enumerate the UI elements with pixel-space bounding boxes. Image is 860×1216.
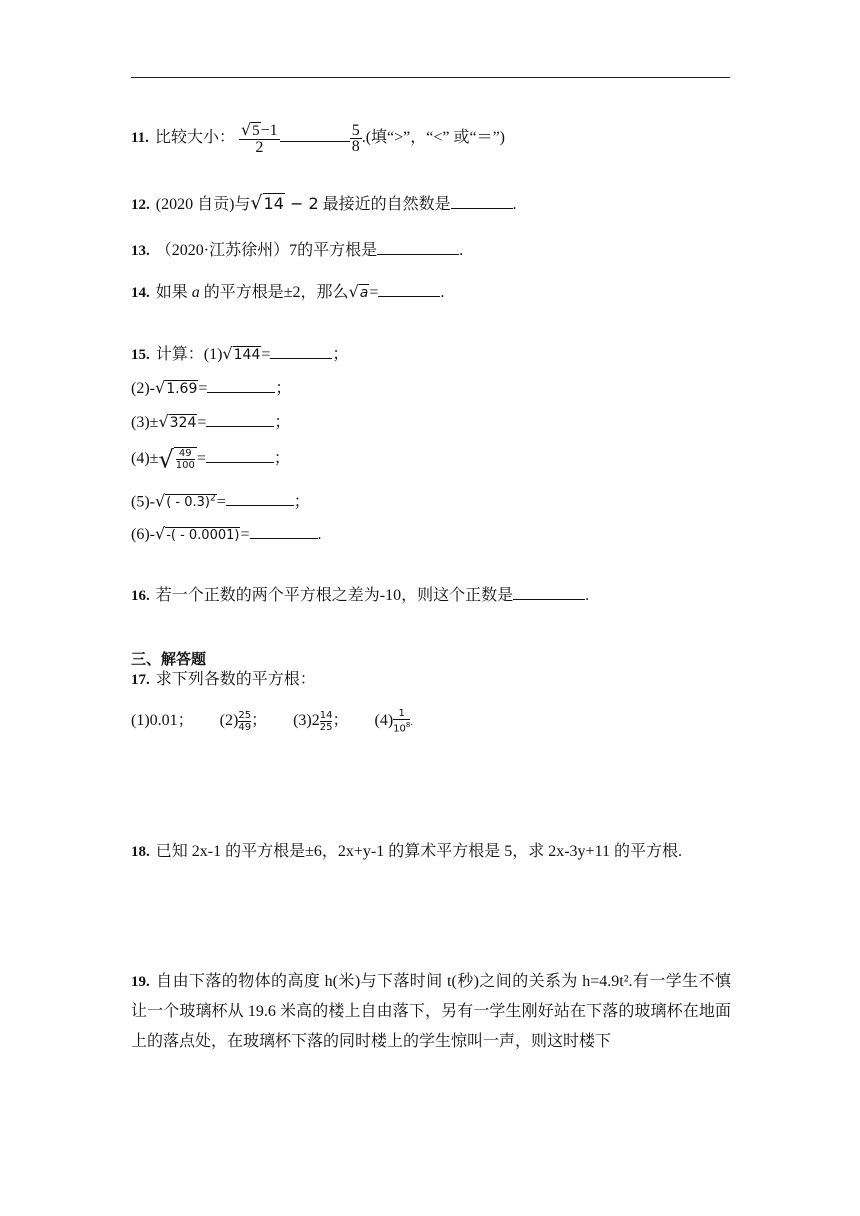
- question-text: 如果: [155, 284, 192, 301]
- numerator: 1: [393, 708, 410, 720]
- equals: =: [369, 284, 379, 301]
- question-text: 已知 2x-1 的平方根是±6，2x+y-1 的算术平方根是 5，求 2x-3y+11 的平方根.: [155, 843, 682, 860]
- question-tail: .(填“>”，“<” 或“＝”): [361, 129, 506, 146]
- denominator: 100: [175, 460, 195, 472]
- denominator: 49: [238, 721, 252, 733]
- sqrt: √-( - 0.0001): [154, 524, 240, 543]
- part-label: (1): [203, 346, 223, 363]
- question-15-part-1: [131, 343, 348, 365]
- fraction-2: [350, 123, 362, 154]
- fraction: [393, 708, 410, 734]
- question-text: (2020 自贡)与: [155, 196, 251, 213]
- radicand: 5: [252, 122, 260, 139]
- denominator: 2: [255, 138, 264, 156]
- question-number: 13.: [131, 243, 150, 259]
- header-rule: [131, 77, 730, 78]
- part-label: (5)-: [131, 493, 155, 511]
- answer-blank[interactable]: [206, 447, 274, 463]
- radicand: a: [359, 285, 369, 301]
- answer-blank[interactable]: [280, 126, 350, 142]
- denominator: 8: [351, 137, 360, 155]
- equals: =: [198, 380, 208, 397]
- sqrt: √a: [348, 282, 369, 301]
- exponent: 2: [209, 494, 216, 504]
- equals: =: [197, 414, 207, 431]
- question-11: [131, 118, 505, 158]
- question-12: [131, 193, 517, 215]
- denominator: 25: [319, 721, 333, 733]
- numerator: 14: [319, 709, 333, 721]
- question-number: 17.: [131, 672, 150, 688]
- question-text: 比较大小：: [154, 129, 235, 146]
- answer-blank[interactable]: [206, 411, 274, 427]
- sqrt: √324: [158, 412, 197, 431]
- question-text: 若一个正数的两个平方根之差为-10，则这个正数是: [155, 587, 514, 604]
- exponent: 8: [405, 721, 411, 730]
- numerator-rest: −1: [260, 121, 278, 139]
- period: .: [512, 196, 517, 213]
- period: .: [585, 587, 590, 604]
- radicand: 144: [233, 347, 261, 363]
- radicand: 1.69: [166, 381, 198, 397]
- numerator: 25: [238, 709, 252, 721]
- semicolon: ；: [293, 493, 310, 511]
- question-14: [131, 281, 444, 303]
- answer-blank[interactable]: [250, 523, 318, 539]
- period: .: [410, 717, 413, 728]
- answer-blank[interactable]: [226, 490, 294, 506]
- part-label: (3)±: [131, 414, 159, 431]
- item-3-label: (3)2: [293, 712, 320, 729]
- section-heading: 三、解答题: [131, 650, 207, 668]
- semicolon: ；: [332, 346, 349, 363]
- semicolon: ；: [332, 712, 349, 729]
- sqrt: √144: [222, 344, 261, 363]
- question-17: [131, 670, 316, 690]
- sqrt: √( - 0.3)$^2$: [154, 491, 216, 511]
- question-text: 自由下落的物体的高度 h(米)与下落时间 t(秒)之间的关系为 h=4.9t².有一学生不慎让一个玻璃杯从 19.6 米高的楼上自由落下，另有一学生刚好站在下落的玻璃杯在地面上的落点处，在玻璃杯下落的同时楼上的学生惊叫一声，则这时楼下: [131, 973, 731, 1050]
- answer-blank[interactable]: [207, 377, 275, 393]
- question-text: （2020·江苏徐州）7的平方根是: [155, 242, 378, 259]
- question-number: 15.: [131, 347, 150, 363]
- variable: a: [191, 284, 200, 301]
- numerator: 5: [351, 121, 360, 139]
- item-2-label: (2): [219, 712, 239, 729]
- question-text-2: 最接近的自然数是: [322, 196, 451, 213]
- answer-blank[interactable]: [451, 193, 513, 209]
- equals: =: [240, 526, 250, 543]
- question-number: 12.: [131, 197, 150, 213]
- question-number: 16.: [131, 588, 150, 604]
- question-number: 14.: [131, 285, 150, 301]
- question-15-part-6: [131, 523, 322, 546]
- question-number: 18.: [131, 844, 150, 860]
- sqrt: √14: [250, 192, 284, 214]
- question-19: [131, 967, 731, 1057]
- answer-blank[interactable]: [513, 584, 585, 600]
- denominator: 10: [393, 723, 406, 735]
- answer-blank[interactable]: [378, 281, 440, 297]
- answer-blank[interactable]: [270, 343, 332, 359]
- expression: − 2: [284, 194, 319, 213]
- answer-blank[interactable]: [377, 239, 459, 255]
- question-13: [131, 239, 463, 261]
- question-number: 19.: [131, 974, 150, 990]
- period: .: [317, 526, 322, 543]
- fraction: [320, 710, 333, 733]
- question-text: 计算：: [155, 346, 204, 363]
- semicolon: ；: [274, 414, 291, 431]
- part-label: (6)-: [131, 526, 155, 543]
- fraction: [174, 447, 197, 471]
- part-label: (2)-: [131, 380, 155, 397]
- radicand: -( - 0.0001): [166, 528, 240, 543]
- question-text: 求下列各数的平方根：: [155, 671, 316, 688]
- semicolon: ；: [251, 712, 268, 729]
- radicand: ( - 0.3): [166, 495, 210, 511]
- fraction: [238, 710, 251, 733]
- question-16: [131, 584, 589, 606]
- equals: =: [216, 493, 226, 511]
- question-15-part-3: [131, 411, 290, 433]
- question-15-part-5: [131, 489, 310, 513]
- equals: =: [261, 346, 271, 363]
- question-number: 11.: [131, 130, 149, 146]
- semicolon: ；: [273, 450, 290, 467]
- equals: =: [196, 450, 206, 467]
- sqrt: √ $\frac{49}{100}$: [158, 445, 195, 474]
- numerator: 49: [176, 448, 195, 460]
- question-17-items: [131, 706, 413, 738]
- fraction-1: $\frac{√5-1}{2}$: [240, 119, 278, 156]
- question-15-part-2: [131, 377, 291, 399]
- sqrt: √1.69: [154, 378, 198, 397]
- period: .: [440, 284, 445, 301]
- question-15-part-4: [131, 444, 290, 474]
- item-1: (1)0.01；: [131, 712, 194, 729]
- semicolon: ；: [275, 380, 292, 397]
- part-label: (4)±: [131, 450, 159, 467]
- item-4-label: (4): [374, 712, 394, 729]
- radicand: 14: [263, 194, 284, 213]
- question-18: [131, 842, 682, 862]
- period: .: [459, 242, 464, 259]
- radicand: 324: [169, 415, 197, 431]
- question-text-2: 的平方根是±2，那么: [199, 284, 349, 301]
